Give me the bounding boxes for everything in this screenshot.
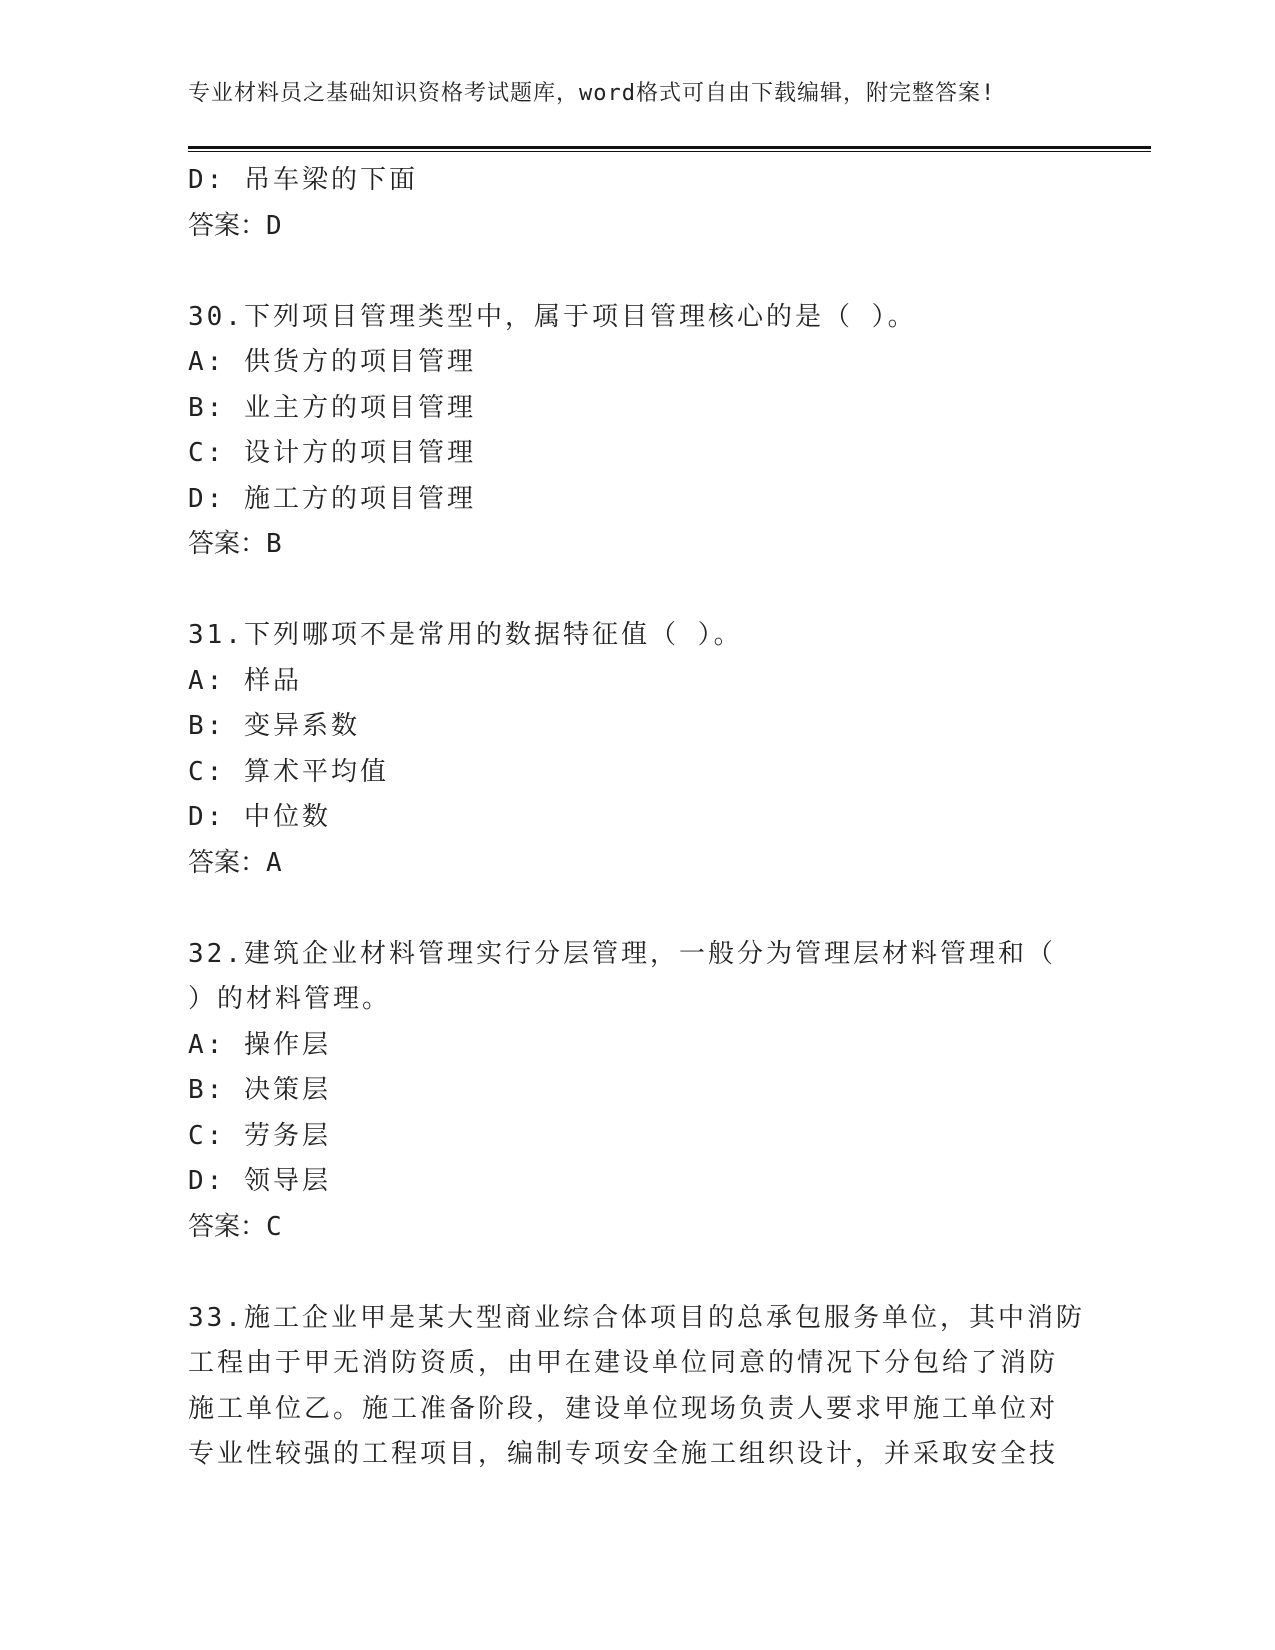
answer-line	[188, 522, 1088, 568]
header-rule	[188, 146, 1151, 149]
answer-label: 答案：	[188, 847, 267, 878]
option-b: B: 业主方的项目管理	[188, 392, 476, 423]
question-stem: 31.下列哪项不是常用的数据特征值（ ）。	[188, 620, 743, 650]
option-d: D: 中位数	[188, 802, 331, 832]
question-stem-cont: ）的材料管理。	[188, 984, 392, 1014]
answer-value: D	[266, 210, 282, 241]
option-c: C: 算术平均值	[188, 756, 389, 787]
spacer	[188, 1250, 1088, 1296]
option-b: B: 决策层	[188, 1075, 331, 1105]
option-c: C: 设计方的项目管理	[188, 438, 476, 468]
answer-line	[188, 1205, 1088, 1251]
question-stem-cont: 工程由于甲无消防资质，由甲在建设单位同意的情况下分包给了消防	[188, 1348, 1059, 1378]
answer-label: 答案：	[188, 210, 267, 241]
question-stem-cont: 专业性较强的工程项目，编制专项安全施工组织设计，并采取安全技	[188, 1439, 1059, 1469]
question-stem: 33.施工企业甲是某大型商业综合体项目的总承包服务单位，其中消防	[188, 1302, 1085, 1333]
answer-value: A	[266, 847, 282, 878]
option-a: A: 样品	[188, 665, 302, 696]
option-d: D: 领导层	[188, 1166, 331, 1196]
question-stem-cont: 施工单位乙。施工准备阶段，建设单位现场负责人要求甲施工单位对	[188, 1393, 1059, 1424]
spacer	[188, 249, 1088, 295]
spacer	[188, 568, 1088, 614]
question-stem: 32.建筑企业材料管理实行分层管理，一般分为管理层材料管理和（	[188, 938, 1056, 969]
page-header: 专业材料员之基础知识资格考试题库，word格式可自由下载编辑，附完整答案!	[188, 81, 996, 106]
header-rule-thin	[188, 151, 1151, 152]
option-b: B: 变异系数	[188, 711, 360, 741]
option-a: A: 供货方的项目管理	[188, 347, 476, 377]
answer-label: 答案：	[188, 1211, 267, 1242]
answer-value: B	[266, 529, 282, 559]
answer-line	[188, 204, 1088, 250]
answer-value: C	[266, 1211, 282, 1242]
answer-line	[188, 841, 1088, 887]
option-a: A: 操作层	[188, 1029, 331, 1060]
question-stem: 30.下列项目管理类型中，属于项目管理核心的是（ ）。	[188, 301, 917, 332]
answer-label: 答案：	[188, 529, 267, 559]
option-c: C: 劳务层	[188, 1120, 331, 1151]
question-content	[188, 158, 1088, 1478]
option-d: D: 吊车梁的下面	[188, 165, 418, 195]
option-d: D: 施工方的项目管理	[188, 483, 476, 514]
spacer	[188, 886, 1088, 932]
